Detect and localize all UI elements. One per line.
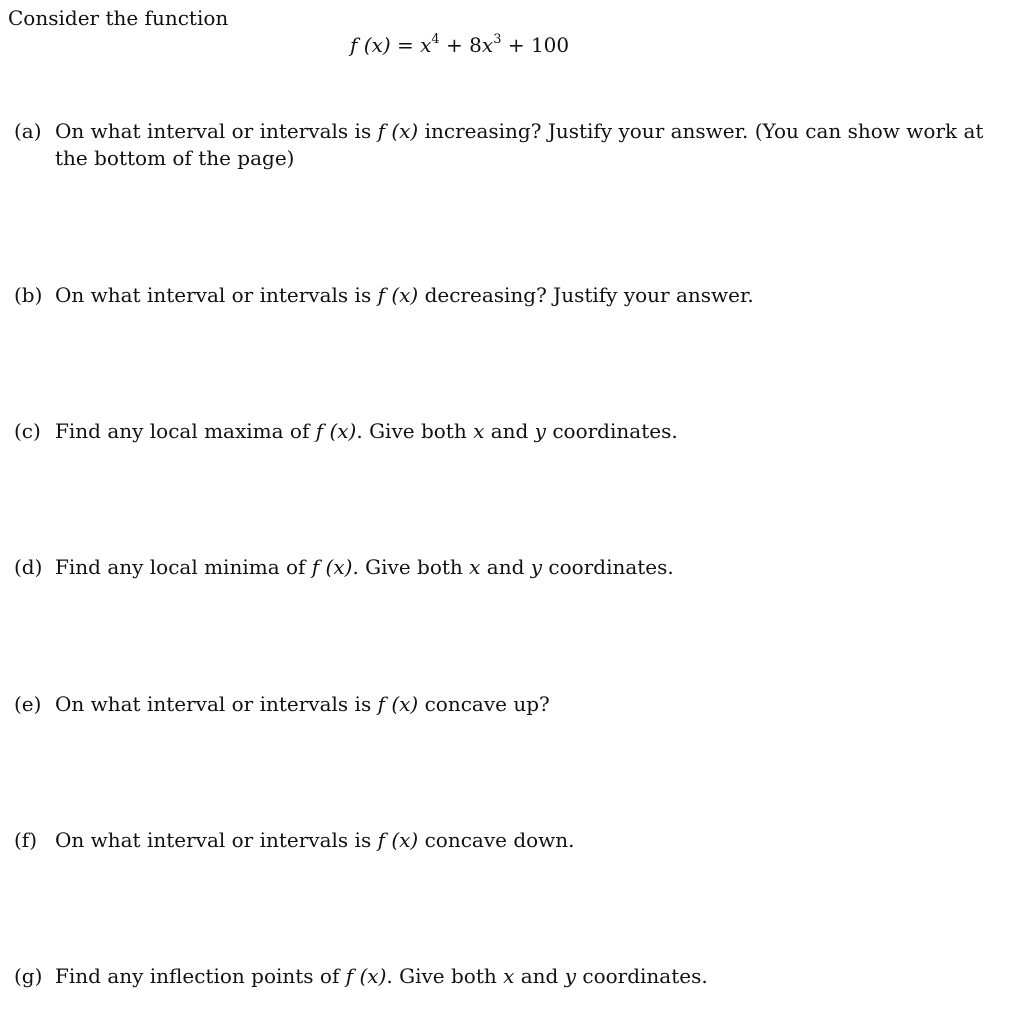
question-c: [14, 418, 1004, 445]
function-symbol: f (x): [311, 555, 353, 579]
equation-constant: + 100: [501, 33, 570, 57]
question-text: [55, 418, 1004, 445]
x-variable: x: [469, 555, 481, 579]
equation-term2-base: x: [481, 33, 494, 57]
function-equation: [350, 31, 569, 59]
intro-text: Consider the function: [8, 6, 229, 30]
question-text-pre: Find any local minima of: [55, 555, 312, 579]
question-label: (f): [14, 828, 38, 852]
question-text-post: concave down.: [418, 828, 575, 852]
question-g: [14, 963, 1004, 990]
question-text-mid: and: [480, 555, 531, 579]
question-label: (e): [14, 692, 42, 716]
question-text-pre: Find any local maxima of: [55, 419, 316, 443]
question-b: [14, 282, 1004, 309]
question-text-mid: . Give both: [352, 555, 470, 579]
question-text-pre: On what interval or intervals is: [55, 692, 378, 716]
question-text-mid: and: [484, 419, 535, 443]
equation-term1-base: x: [420, 33, 432, 57]
equation-equals: =: [390, 33, 421, 57]
question-text-post: concave up?: [418, 692, 550, 716]
y-variable: y: [564, 964, 577, 988]
question-text-pre: On what interval or intervals is: [55, 119, 378, 143]
equation-lhs: f (x): [350, 33, 391, 57]
question-text: [55, 963, 1004, 990]
question-text: [55, 691, 1004, 718]
function-symbol: f (x): [377, 692, 419, 716]
question-label: (g): [14, 964, 43, 988]
question-text-post: coordinates.: [576, 964, 708, 988]
question-text-mid: . Give both: [356, 419, 474, 443]
function-symbol: f (x): [377, 828, 419, 852]
x-variable: x: [503, 964, 515, 988]
function-symbol: f (x): [345, 964, 387, 988]
function-symbol: f (x): [377, 119, 419, 143]
y-variable: y: [534, 419, 546, 443]
question-e: [14, 691, 1004, 718]
question-text-pre: Find any inflection points of: [55, 964, 346, 988]
question-a: [14, 118, 1004, 172]
question-text-pre: On what interval or intervals is: [55, 828, 378, 852]
question-text: [55, 554, 1004, 581]
equation-term2-exponent: 3: [493, 32, 502, 47]
equation-plus-coeff: + 8: [439, 33, 482, 57]
question-text-post: coordinates.: [542, 555, 674, 579]
question-text-post: coordinates.: [545, 419, 678, 443]
question-label: (a): [14, 119, 42, 143]
question-label: (c): [14, 419, 41, 443]
equation-term1-exponent: 4: [431, 32, 440, 47]
question-text-mid: and: [514, 964, 565, 988]
question-label: (d): [14, 555, 43, 579]
question-text: [55, 118, 1004, 172]
question-label: (b): [14, 283, 43, 307]
question-text: [55, 282, 1004, 309]
function-symbol: f (x): [377, 283, 419, 307]
question-text-mid: . Give both: [386, 964, 504, 988]
question-text: [55, 827, 1004, 854]
question-d: [14, 554, 1004, 581]
question-text-post: increasing? Justify your answer. (You can show work at the bottom of the page): [55, 119, 984, 170]
question-text-post: decreasing? Justify your answer.: [418, 283, 754, 307]
x-variable: x: [473, 419, 485, 443]
function-symbol: f (x): [315, 419, 357, 443]
question-f: [14, 827, 1004, 854]
question-text-pre: On what interval or intervals is: [55, 283, 378, 307]
y-variable: y: [530, 555, 543, 579]
